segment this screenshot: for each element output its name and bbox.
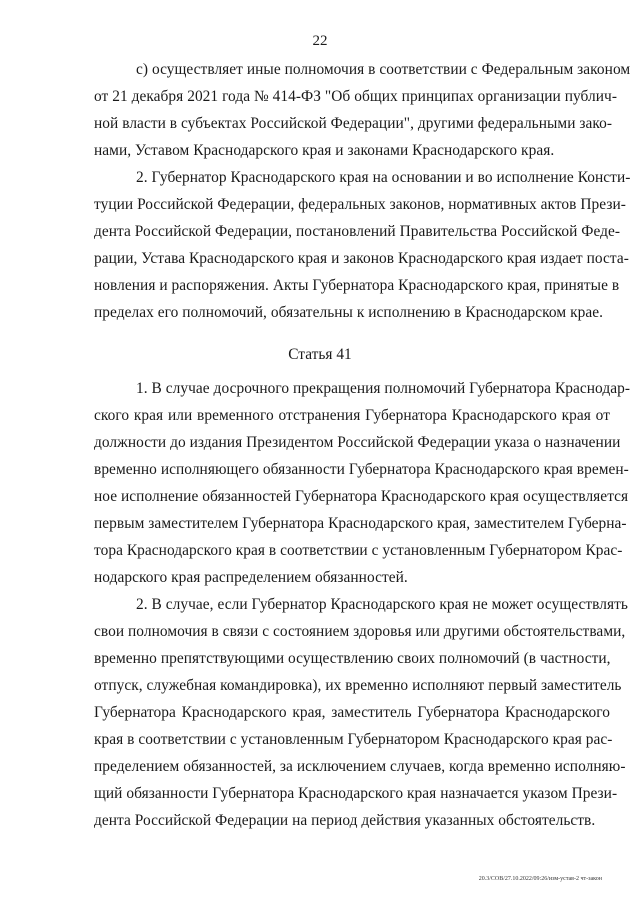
- text-line: временно исполняющего обязанности Губернатора Краснодарского края времен-: [94, 461, 629, 478]
- article-heading: Статья 41: [288, 346, 352, 363]
- text-line: временно препятствующими осуществлению своих полномочий (в частности,: [94, 650, 611, 667]
- text-line: должности до издания Президентом Российской Федерации указа о назначении: [94, 434, 621, 451]
- text-line: пределах его полномочий, обязательны к исполнению в Краснодарском крае.: [94, 304, 604, 321]
- text-line: нодарского края распределением обязанностей.: [94, 569, 408, 586]
- text-line: ского края или временного отстранения Губернатора Краснодарского края от: [94, 407, 610, 424]
- text-line: края в соответствии с установленным Губернатором Краснодарского края рас-: [94, 731, 613, 748]
- text-line: ное исполнение обязанностей Губернатора Краснодарского края осуществляется: [94, 488, 629, 505]
- text-line: щий обязанности Губернатора Краснодарского края назначается указом Прези-: [94, 785, 618, 802]
- page-number: 22: [312, 33, 328, 49]
- text-line: 2. В случае, если Губернатор Краснодарского края не может осуществлять: [136, 596, 628, 613]
- text-line: ной власти в субъектах Российской Федерации", другими федеральными зако-: [94, 115, 613, 132]
- text-line: рации, Устава Краснодарского края и законов Краснодарского края издает поста-: [94, 250, 629, 267]
- text-line: тора Краснодарского края в соответствии с установленным Губернатором Крас-: [94, 542, 623, 559]
- text-line: 1. В случае досрочного прекращения полномочий Губернатора Краснодар-: [136, 380, 631, 397]
- text-line: Губернатора Краснодарского края, заместитель Губернатора Краснодарского: [94, 704, 610, 721]
- text-line: дента Российской Федерации на период действия указанных обстоятельств.: [94, 812, 596, 829]
- text-line: первым заместителем Губернатора Краснодарского края, заместителем Губерна-: [94, 515, 627, 532]
- text-line: новления и распоряжения. Акты Губернатора Краснодарского края, принятые в: [94, 277, 620, 294]
- text-line: свои полномочия в связи с состоянием здоровья или другими обстоятельствами,: [94, 623, 626, 640]
- text-line: с) осуществляет иные полномочия в соответствии с Федеральным законом: [136, 61, 631, 78]
- text-line: 2. Губернатор Краснодарского края на основании и во исполнение Консти-: [136, 169, 631, 186]
- text-line: нами, Уставом Краснодарского края и законами Краснодарского края.: [94, 142, 555, 159]
- text-line: пределением обязанностей, за исключением случаев, когда временно исполняю-: [94, 758, 626, 775]
- text-line: отпуск, служебная командировка), их временно исполняют первый заместитель: [94, 677, 622, 694]
- text-line: туции Российской Федерации, федеральных законов, нормативных актов Прези-: [94, 196, 626, 213]
- text-line: от 21 декабря 2021 года № 414-ФЗ "Об общих принципах организации публич-: [94, 88, 618, 105]
- document-footer-code: 20.3/COB/27.10.2022/09:26/изм-устав-2 чт-закон: [478, 876, 602, 882]
- text-line: дента Российской Федерации, постановлений Правительства Российской Феде-: [94, 223, 621, 240]
